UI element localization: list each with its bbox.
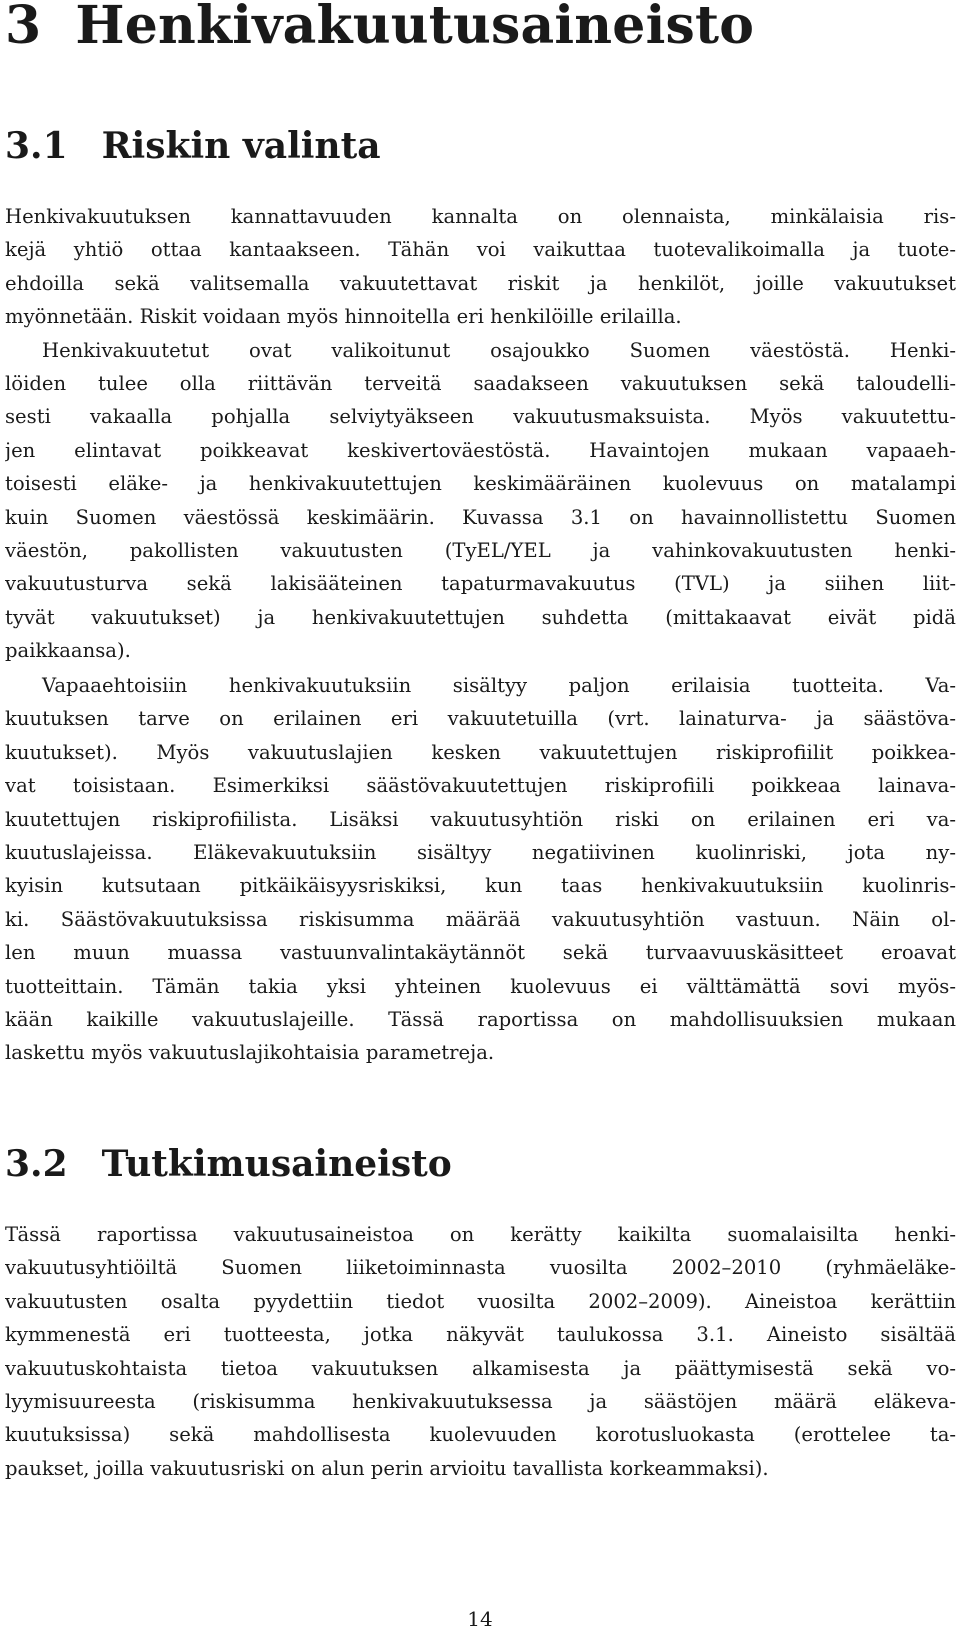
section-number: 3.2 — [5, 1143, 68, 1185]
text-line: paukset, joilla vakuutusriski on alun perin arvioitu tavallista korkeammaksi). — [5, 1456, 769, 1480]
page-number: 14 — [467, 1607, 493, 1631]
text-line: kejä yhtiö ottaa kantaakseen. Tähän voi vaikuttaa tuotevalikoimalla ja tuote- — [5, 238, 956, 262]
text-line: kuutuslajeissa. Eläkevakuutuksiin sisältyy negatiivinen kuolinriski, jota ny- — [5, 840, 956, 864]
chapter-number: 3 — [5, 0, 42, 56]
text-line: kään kaikille vakuutuslajeille. Tässä raportissa on mahdollisuuksien mukaan — [5, 1007, 956, 1031]
chapter-title — [5, 0, 754, 58]
paragraph — [5, 1218, 956, 1485]
section-number: 3.1 — [5, 125, 68, 167]
text-line: Tässä raportissa vakuutusaineistoa on kerätty kaikilta suomalaisilta henki- — [5, 1223, 956, 1246]
text-line: len muun muassa vastuunvalintakäytännöt sekä turvaavuuskäsitteet eroavat — [5, 941, 956, 965]
section-title-3-2 — [5, 1140, 452, 1188]
text-line: jen elintavat poikkeavat keskivertoväestöstä. Havaintojen mukaan vapaaeh- — [5, 438, 956, 462]
text-line: väestön, pakollisten vakuutusten (TyEL/YEL ja vahinkovakuutusten henki- — [5, 538, 956, 562]
paragraph — [5, 200, 956, 667]
text-line: kuin Suomen väestössä keskimäärin. Kuvassa 3.1 on havainnollistettu Suomen — [5, 505, 956, 529]
text-line: kuutuksen tarve on erilainen eri vakuutetuilla (vrt. lainaturva- ja säästöva- — [5, 707, 956, 731]
text-line: paikkaansa). — [5, 639, 131, 663]
text-line: laskettu myös vakuutuslajikohtaisia parametreja. — [5, 1041, 495, 1065]
chapter-title-text: Henkivakuutusaineisto — [75, 0, 755, 56]
text-line: Henkivakuutetut ovat valikoitunut osajoukko Suomen väestöstä. Henki- — [42, 338, 956, 362]
text-line: ki. Säästövakuutuksissa riskisumma määrää vakuutusyhtiön vastuun. Näin ol- — [5, 907, 956, 931]
text-line: tuotteittain. Tämän takia yksi yhteinen kuolevuus ei välttämättä sovi myös- — [5, 974, 956, 998]
text-line: kuutettujen riskiprofiilista. Lisäksi vakuutusyhtiön riski on erilainen eri va- — [5, 807, 956, 831]
text-line: sesti vakaalla pohjalla selviytyäkseen vakuutusmaksuista. Myös vakuutettu- — [5, 405, 956, 429]
text-line: löiden tulee olla riittävän terveitä saadakseen vakuutuksen sekä taloudelli- — [5, 371, 956, 395]
text-line: kymmenestä eri tuotteesta, jotka näkyvät taulukossa 3.1. Aineisto sisältää — [5, 1323, 956, 1347]
text-line: vakuutusturva sekä lakisääteinen tapaturmavakuutus (TVL) ja siihen liit- — [5, 572, 956, 596]
text-line: vakuutusyhtiöiltä Suomen liiketoiminnasta vuosilta 2002–2010 (ryhmäeläke- — [5, 1256, 956, 1280]
section-title-text: Riskin valinta — [101, 125, 381, 167]
text-line: vakuutusten osalta pyydettiin tiedot vuosilta 2002–2009). Aineistoa kerättiin — [5, 1289, 956, 1313]
section-title-3-1 — [5, 122, 381, 170]
paragraph — [5, 669, 956, 1070]
text-line: lyymisuureesta (riskisumma henkivakuutuksessa ja säästöjen määrä eläkeva- — [5, 1389, 956, 1413]
text-line: kyisin kutsutaan pitkäikäisyysriskiksi, kun taas henkivakuutuksiin kuolinris- — [5, 874, 956, 898]
text-line: Henkivakuutuksen kannattavuuden kannalta on olennaista, minkälaisia ris- — [5, 205, 956, 228]
text-line: ehdoilla sekä valitsemalla vakuutettavat riskit ja henkilöt, joille vakuutukset — [5, 271, 956, 295]
text-line: kuutukset). Myös vakuutuslajien kesken vakuutettujen riskiprofiilit poikkea- — [5, 740, 956, 764]
text-line: kuutuksissa) sekä mahdollisesta kuolevuuden korotusluokasta (erottelee ta- — [5, 1423, 956, 1447]
text-line: Vapaaehtoisiin henkivakuutuksiin sisältyy paljon erilaisia tuotteita. Va- — [42, 674, 956, 697]
text-line: vakuutuskohtaista tietoa vakuutuksen alkamisesta ja päättymisestä sekä vo- — [5, 1356, 956, 1380]
text-line: myönnetään. Riskit voidaan myös hinnoitella eri henkilöille erilailla. — [5, 305, 682, 329]
text-line: toisesti eläke- ja henkivakuutettujen keskimääräinen kuolevuus on matalampi — [5, 472, 956, 496]
section-title-text: Tutkimusaineisto — [101, 1143, 452, 1185]
text-line: tyvät vakuutukset) ja henkivakuutettujen suhdetta (mittakaavat eivät pidä — [5, 605, 956, 629]
text-line: vat toisistaan. Esimerkiksi säästövakuutettujen riskiprofiili poikkeaa lainava- — [5, 774, 956, 798]
